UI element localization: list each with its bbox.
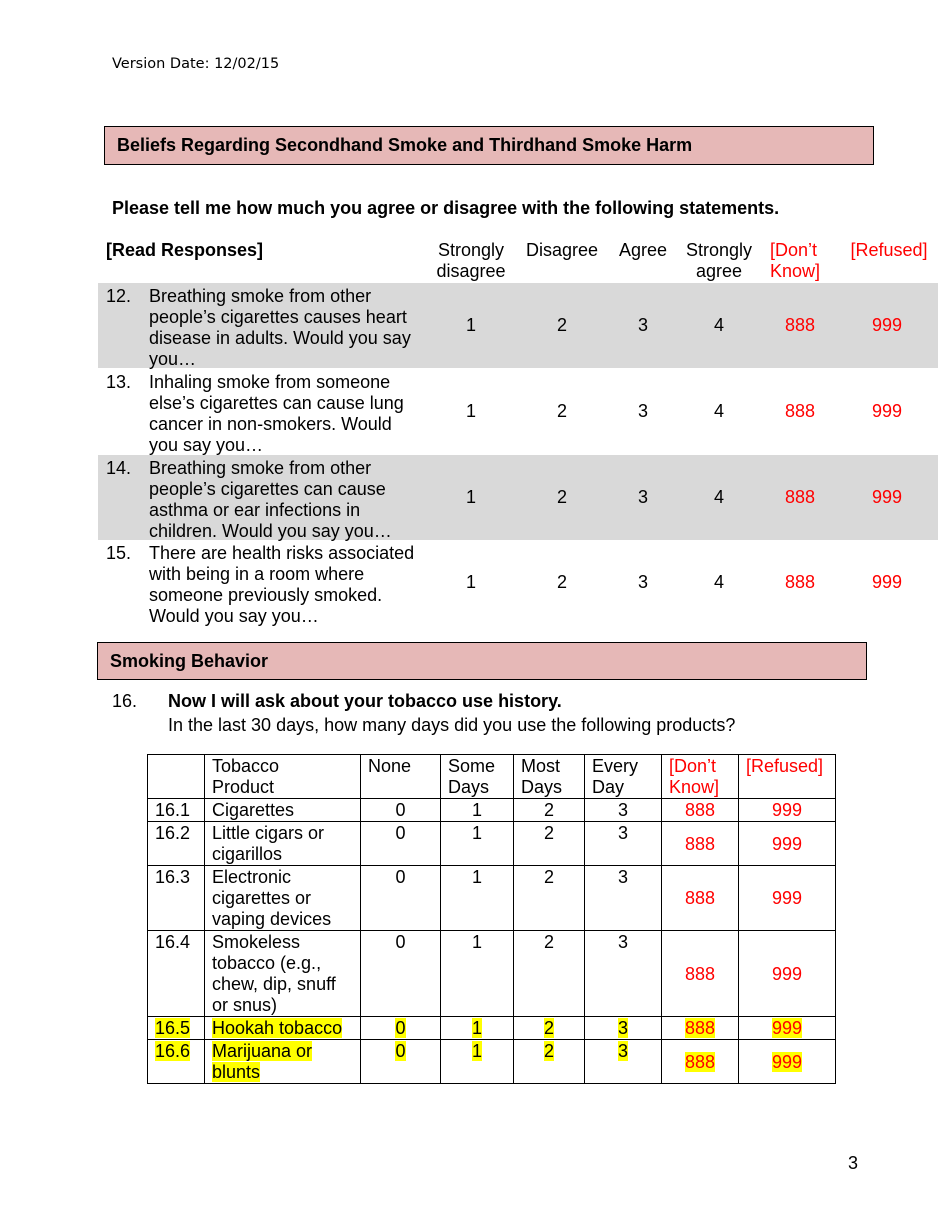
header-agree: Agree	[618, 240, 668, 260]
read-responses-label: [Read Responses]	[106, 240, 264, 260]
version-date: Version Date: 12/02/15	[112, 56, 280, 72]
value-refused: 999	[739, 799, 836, 822]
header-strongly-disagree: Strongly disagree	[436, 240, 506, 281]
value-every-day: 3	[585, 822, 662, 866]
product-name: Cigarettes	[205, 799, 361, 822]
table-row	[148, 866, 836, 931]
value-none: 0	[361, 799, 441, 822]
section-header-beliefs	[104, 126, 874, 165]
question-number: 13.	[106, 372, 132, 392]
code-strongly-agree: 4	[713, 315, 724, 335]
section-title: Smoking Behavior	[110, 650, 269, 671]
code-disagree: 2	[556, 315, 567, 335]
value-none: 0	[361, 822, 441, 866]
value-most-days: 2	[514, 931, 585, 1017]
code-refused: 999	[871, 572, 903, 592]
row-id: 16.2	[148, 822, 205, 866]
value-some-days: 1	[441, 1040, 514, 1084]
question-row-13	[98, 369, 938, 454]
header-most-days: Most Days	[514, 755, 585, 799]
code-dont-know: 888	[784, 315, 816, 335]
header-id-cell	[148, 755, 205, 799]
table-row	[148, 822, 836, 866]
code-strongly-agree: 4	[713, 401, 724, 421]
code-disagree: 2	[556, 487, 567, 507]
question-number: 12.	[106, 286, 132, 306]
instruction-text: Please tell me how much you agree or disagree with the following statements.	[112, 198, 780, 218]
table-header-row	[148, 755, 836, 799]
code-disagree: 2	[556, 572, 567, 592]
question-number-16: 16.	[112, 691, 138, 711]
code-strongly-disagree: 1	[465, 315, 476, 335]
code-agree: 3	[637, 487, 648, 507]
code-strongly-disagree: 1	[465, 572, 476, 592]
code-refused: 999	[871, 487, 903, 507]
question-row-12	[98, 283, 938, 368]
value-refused: 999	[739, 866, 836, 931]
code-strongly-disagree: 1	[465, 401, 476, 421]
question-text: Inhaling smoke from someone else’s cigarettes can cause lung cancer in non-smokers. Would you say you…	[149, 372, 404, 455]
code-refused: 999	[871, 315, 903, 335]
value-dont-know: 888	[662, 931, 739, 1017]
question-row-14	[98, 455, 938, 540]
value-every-day: 3	[585, 799, 662, 822]
row-id: 16.1	[148, 799, 205, 822]
value-most-days: 2	[514, 866, 585, 931]
code-dont-know: 888	[784, 487, 816, 507]
value-every-day: 3	[585, 931, 662, 1017]
header-every-day: Every Day	[585, 755, 662, 799]
row-id: 16.3	[148, 866, 205, 931]
product-name: Smokeless tobacco (e.g., chew, dip, snuff or snus)	[205, 931, 361, 1017]
value-most-days: 2	[514, 822, 585, 866]
value-none: 0	[361, 1040, 441, 1084]
question-text: Breathing smoke from other people’s cigarettes causes heart disease in adults. Would you say you…	[149, 286, 411, 369]
row-id: 16.6	[148, 1040, 205, 1084]
header-strongly-agree: Strongly agree	[685, 240, 753, 281]
header-some-days: Some Days	[441, 755, 514, 799]
code-agree: 3	[637, 315, 648, 335]
page-number: 3	[848, 1153, 859, 1173]
header-product: Tobacco Product	[205, 755, 361, 799]
value-none: 0	[361, 866, 441, 931]
question-16-title: Now I will ask about your tobacco use history.	[168, 691, 562, 711]
value-some-days: 1	[441, 822, 514, 866]
value-dont-know: 888	[662, 822, 739, 866]
value-none: 0	[361, 931, 441, 1017]
product-name: Electronic cigarettes or vaping devices	[205, 866, 361, 931]
header-dont-know: [Don’t Know]	[662, 755, 739, 799]
code-strongly-agree: 4	[713, 487, 724, 507]
table-row-highlighted	[148, 1040, 836, 1084]
section-header-smoking-behavior	[97, 642, 867, 680]
value-dont-know: 888	[662, 1040, 739, 1084]
value-some-days: 1	[441, 866, 514, 931]
table-row-highlighted	[148, 1017, 836, 1040]
value-some-days: 1	[441, 931, 514, 1017]
question-row-15	[98, 540, 938, 625]
value-dont-know: 888	[662, 799, 739, 822]
code-agree: 3	[637, 572, 648, 592]
value-most-days: 2	[514, 1040, 585, 1084]
value-refused: 999	[739, 1017, 836, 1040]
header-refused: [Refused]	[739, 755, 836, 799]
value-some-days: 1	[441, 799, 514, 822]
code-strongly-agree: 4	[713, 572, 724, 592]
code-dont-know: 888	[784, 401, 816, 421]
header-dont-know: [Don’t Know]	[770, 240, 821, 281]
product-name: Hookah tobacco	[205, 1017, 361, 1040]
section-title: Beliefs Regarding Secondhand Smoke and Thirdhand Smoke Harm	[117, 135, 693, 155]
value-refused: 999	[739, 1040, 836, 1084]
value-dont-know: 888	[662, 866, 739, 931]
table-row	[148, 799, 836, 822]
question-number: 14.	[106, 458, 132, 478]
header-disagree: Disagree	[525, 240, 599, 260]
value-some-days: 1	[441, 1017, 514, 1040]
question-number: 15.	[106, 543, 132, 563]
question-16-subtitle: In the last 30 days, how many days did you use the following products?	[168, 715, 736, 735]
table-row	[148, 931, 836, 1017]
code-agree: 3	[637, 401, 648, 421]
product-name: Little cigars or cigarillos	[205, 822, 361, 866]
code-strongly-disagree: 1	[465, 487, 476, 507]
value-every-day: 3	[585, 1017, 662, 1040]
question-text: There are health risks associated with being in a room where someone previously smoked. Would you say you…	[149, 543, 415, 626]
value-every-day: 3	[585, 1040, 662, 1084]
value-most-days: 2	[514, 799, 585, 822]
question-text: Breathing smoke from other people’s cigarettes can cause asthma or ear infections in children. Would you say you…	[149, 458, 392, 541]
header-none: None	[361, 755, 441, 799]
value-every-day: 3	[585, 866, 662, 931]
code-dont-know: 888	[784, 572, 816, 592]
code-disagree: 2	[556, 401, 567, 421]
code-refused: 999	[871, 401, 903, 421]
row-id: 16.4	[148, 931, 205, 1017]
value-none: 0	[361, 1017, 441, 1040]
value-dont-know: 888	[662, 1017, 739, 1040]
value-refused: 999	[739, 822, 836, 866]
row-id: 16.5	[148, 1017, 205, 1040]
tobacco-use-table	[147, 754, 836, 1084]
value-most-days: 2	[514, 1017, 585, 1040]
product-name: Marijuana or blunts	[205, 1040, 361, 1084]
header-refused: [Refused]	[850, 240, 928, 260]
value-refused: 999	[739, 931, 836, 1017]
